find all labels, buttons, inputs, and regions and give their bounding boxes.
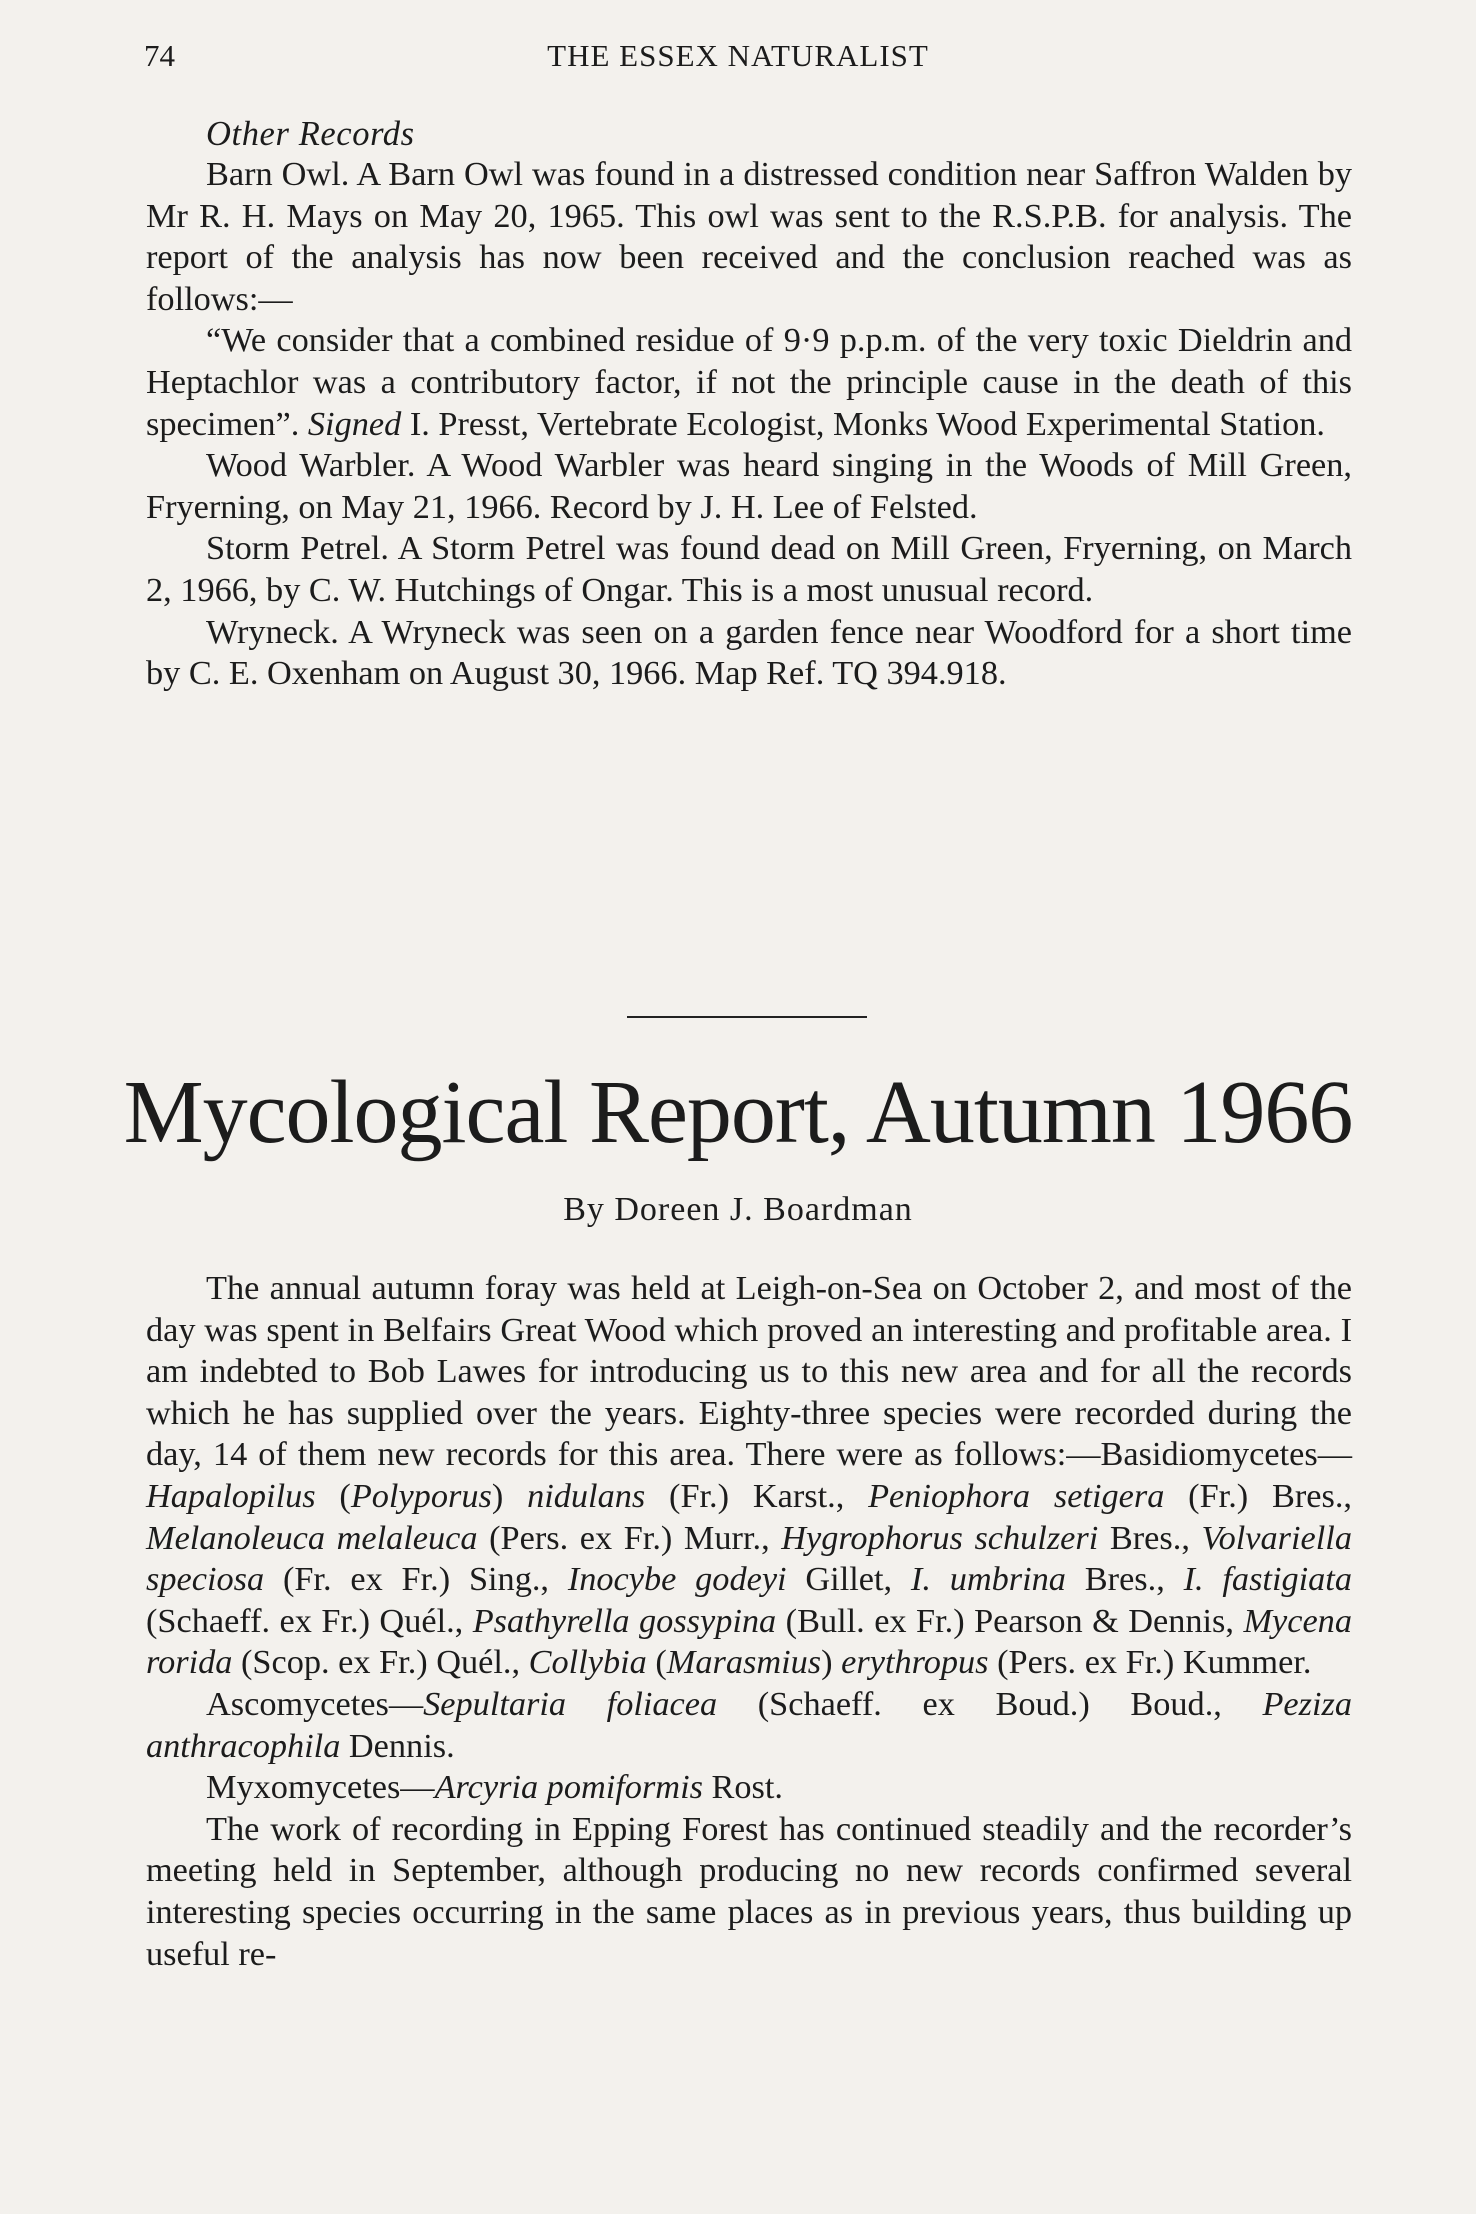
article-body [146, 1268, 1352, 1975]
myxomycetes-paragraph: Myxomycetes—Arcyria pomiformis Rost. [206, 1768, 784, 1807]
ascomycetes-paragraph: Ascomycetes—Sepultaria foliacea (Schaeff. ex Boud.) Boud., Peziza anthracophila Dennis. [146, 1684, 1352, 1765]
wryneck-record: Wryneck. A Wryneck was seen on a garden fence near Woodford for a short time by C. E. Oxenham on August 30, 1966. Map Ref. TQ 394.918. [146, 612, 1352, 693]
barn-owl-quote: “We consider that a combined residue of 9·9 p.p.m. of the very toxic Dieldrin and Heptachlor was a contributory factor, if not the principle cause in the death of this specimen”. Signed I. Presst, Vertebrate Ecologist, Monks Wood Experimental Station. [146, 321, 1352, 443]
foray-paragraph: The annual autumn foray was held at Leigh-on-Sea on October 2, and most of the day was spent in Belfairs Great Wood which proved an interesting and profitable area. I am indebted to Bob Lawes for introducing us to this new area and for all the records which he has supplied over the years. Eighty-three species were recorded during the day, 14 of them new records for this area. There were as follows:—Basidiomycetes—Hapalopilus (Polyporus) nidulans (Fr.) Karst., Peniophora setigera (Fr.) Bres., Melanoleuca melaleuca (Pers. ex Fr.) Murr., Hygrophorus schulzeri Bres., Volvariella speciosa (Fr. ex Fr.) Sing., Inocybe godeyi Gillet, I. umbrina Bres., I. fastigiata (Schaeff. ex Fr.) Quél., Psathyrella gossypina (Bull. ex Fr.) Pearson & Dennis, Mycena rorida (Scop. ex Fr.) Quél., Collybia (Marasmius) erythropus (Pers. ex Fr.) Kummer. [146, 1269, 1353, 1682]
section-heading: Other Records [206, 115, 415, 153]
barn-owl-record: Barn Owl. A Barn Owl was found in a distressed condition near Saffron Walden by Mr R. H. Mays on May 20, 1965. This owl was sent to the R.S.P.B. for analysis. The report of the analysis has now been received and the conclusion reached was as follows:— [146, 155, 1352, 318]
storm-petrel-record: Storm Petrel. A Storm Petrel was found dead on Mill Green, Fryerning, on March 2, 1966, by C. W. Hutchings of Ongar. This is a most unusual record. [146, 529, 1352, 609]
page-number: 74 [144, 38, 175, 73]
wood-warbler-record: Wood Warbler. A Wood Warbler was heard singing in the Woods of Mill Green, Fryerning, on May 21, 1966. Record by J. H. Lee of Felsted. [146, 446, 1352, 526]
other-records-section [146, 114, 1352, 695]
running-head [0, 38, 1476, 78]
epping-forest-paragraph: The work of recording in Epping Forest has continued steadily and the recorder’s meeting held in September, although producing no new records confirmed several interesting species occurring in the same places as in previous years, thus building up useful re- [146, 1809, 1352, 1973]
article-byline: By Doreen J. Boardman [563, 1191, 913, 1228]
article-title: Mycological Report, Autumn 1966 [123, 1063, 1353, 1162]
journal-title: THE ESSEX NATURALIST [547, 38, 929, 73]
section-divider [627, 1016, 867, 1018]
